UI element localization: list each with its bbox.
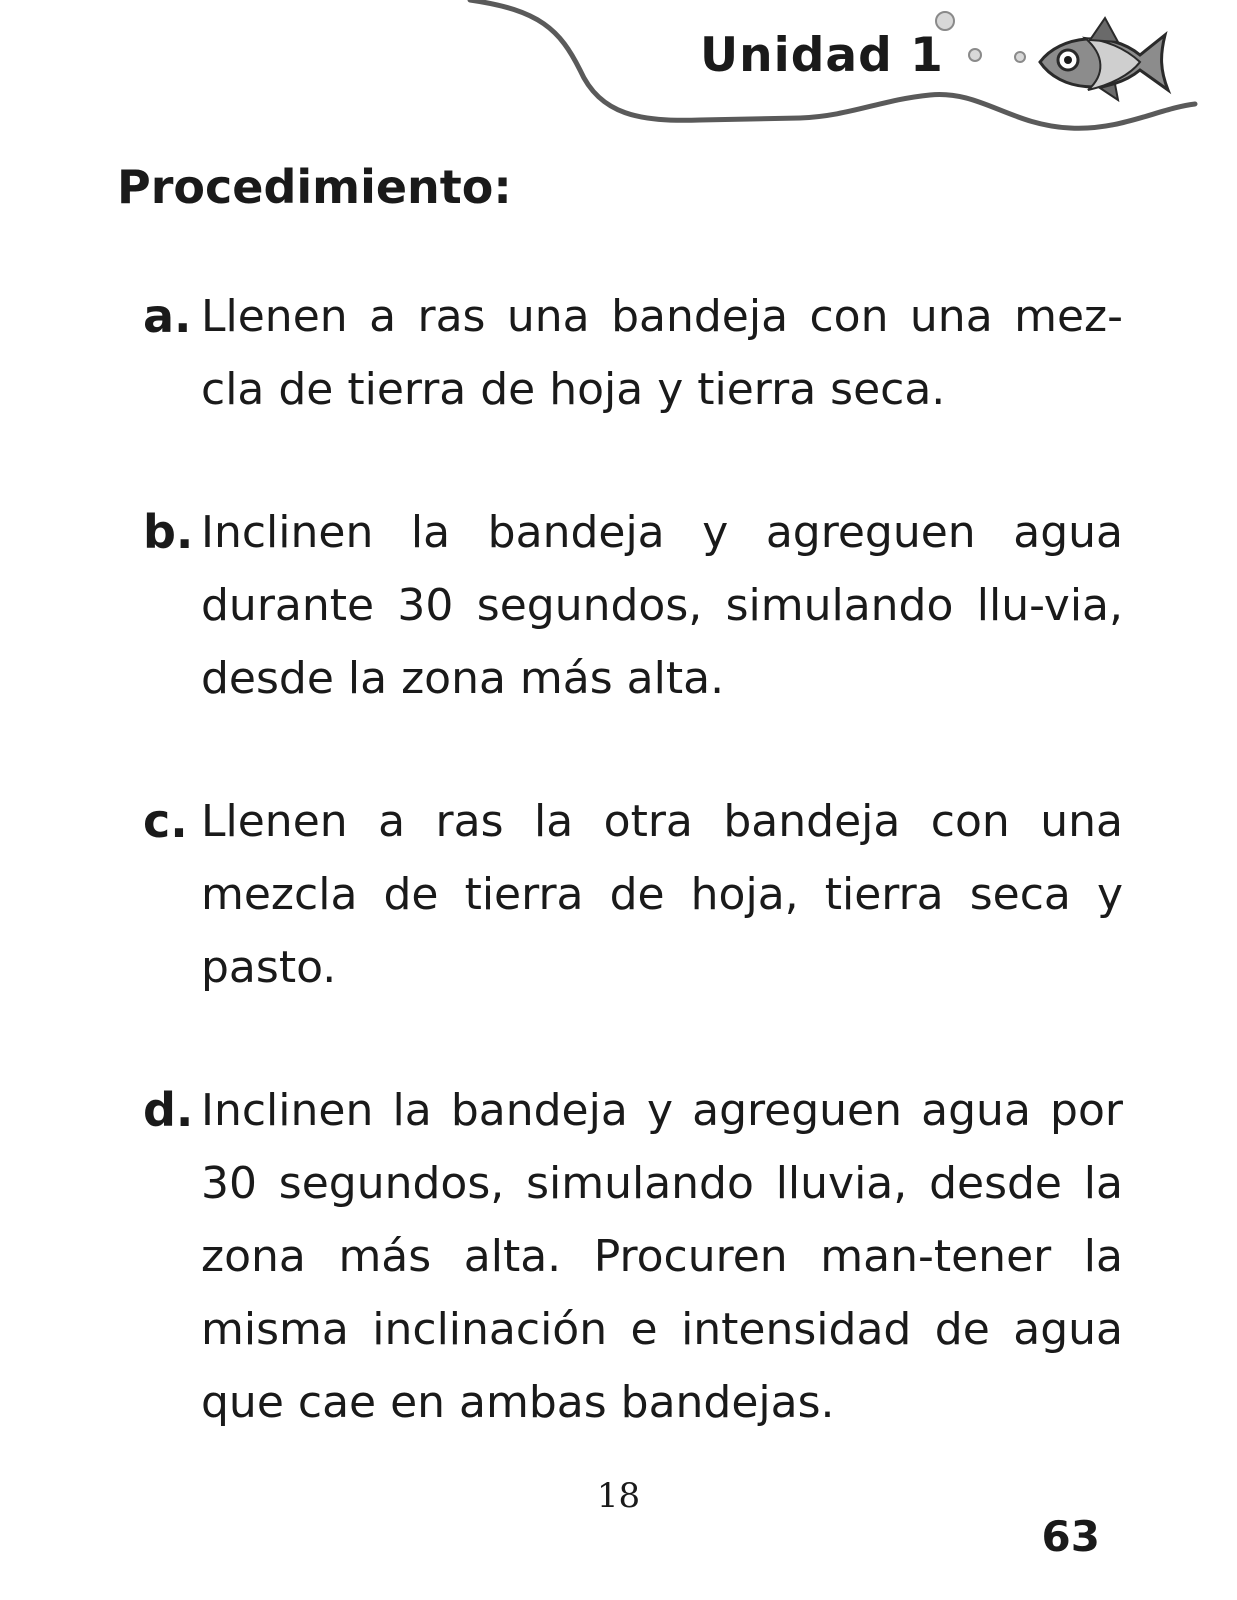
page-number: 63 [1041, 1512, 1100, 1561]
bubble [969, 49, 981, 61]
step-letter: a. [143, 289, 192, 343]
step-text: Inclinen la bandeja y agreguen agua por 30 segundos, simulando lluvia, desde la zona más alta. Procuren man-tener la misma inclinación e intensidad de agua que cae en ambas bandejas. [201, 1085, 1123, 1428]
step-item [143, 280, 1123, 426]
step-letter: b. [143, 505, 194, 559]
unit-title: Unidad 1 [700, 28, 944, 83]
step-text: Llenen a ras una bandeja con una mez-cla de tierra de hoja y tierra seca. [201, 291, 1123, 415]
footer-center-number: 18 [596, 1476, 641, 1516]
step-letter: c. [143, 794, 188, 848]
fish-icon [1040, 18, 1168, 100]
header-decoration [0, 0, 1237, 150]
step-text: Llenen a ras la otra bandeja con una mezcla de tierra de hoja, tierra seca y pasto. [201, 796, 1123, 993]
bubble [1015, 52, 1025, 62]
procedure-steps [143, 280, 1123, 1509]
step-item [143, 496, 1123, 715]
section-heading: Procedimiento: [117, 160, 512, 214]
step-text: Inclinen la bandeja y agreguen agua durante 30 segundos, simulando llu-via, desde la zona más alta. [201, 507, 1123, 704]
step-item [143, 1074, 1123, 1439]
step-letter: d. [143, 1083, 194, 1137]
step-item [143, 785, 1123, 1004]
